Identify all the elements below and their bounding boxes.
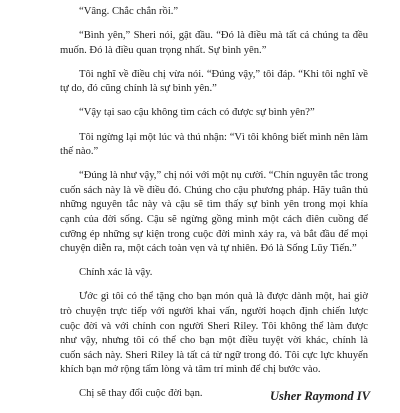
paragraph-6: “Đúng là như vậy,” chị nói với một nụ cười. “Chín nguyên tắc trong cuốn sách này là về điều đó. Chúng cho cậu phương pháp. Hãy tuân thủ những nguyên tắc này và cậu sẽ tìm thấy sự bình yên trong mọi khía cạnh của đời sống. Cậu sẽ ngừng gồng mình một cách điên cuồng để cưỡng ép những sự kiện trong cuộc đời mình xảy ra, và bắt đầu để mọi chuyện diễn ra, một cách toàn vẹn và tự nhiên. Đó là Sống Lũy Tiến.” bbox=[60, 170, 368, 255]
paragraph-8: Ước gì tôi có thể tặng cho bạn món quà là được dành một, hai giờ trò chuyện trực tiếp với người khai vấn, người hoạch định chiến lược cuộc đời và với chính con người Sheri Riley. Tôi không thể làm được như vậy, nhưng tôi có thể cho bạn một điều tuyệt vời khác, chính là cuốn sách này. Sheri Riley là tất cả từ ngữ trong đó. Tôi cực lực khuyến khích bạn mở rộng tấm lòng và tâm trí mình để chị bước vào. bbox=[60, 291, 368, 376]
paragraph-2: “Bình yên,” Sheri nói, gật đầu. “Đó là điều mà tất cả chúng ta đều muốn. Đó là điều quan trọng nhất. Sự bình yên.” bbox=[60, 30, 368, 56]
paragraph-4: “Vậy tại sao cậu không tìm cách có được sự bình yên?” bbox=[79, 107, 315, 119]
paragraph-5: Tôi ngừng lại một lúc và thú nhận: “Vì tôi không biết mình nên làm thế nào.” bbox=[60, 131, 368, 158]
author-signature: Usher Raymond IV bbox=[269, 389, 370, 403]
paragraph-1: “Vâng. Chắc chắn rồi.” bbox=[79, 6, 179, 17]
paragraph-9: Chị sẽ thay đổi cuộc đời bạn. bbox=[79, 388, 203, 400]
paragraph-7: Chính xác là vậy. bbox=[79, 267, 153, 279]
paragraph-3: Tôi nghĩ về điều chị vừa nói. “Đúng vậy,” tôi đáp. “Khi tôi nghĩ về tự do, đó cũng chính là sự bình yên.” bbox=[60, 68, 368, 95]
body-text bbox=[60, 5, 368, 413]
